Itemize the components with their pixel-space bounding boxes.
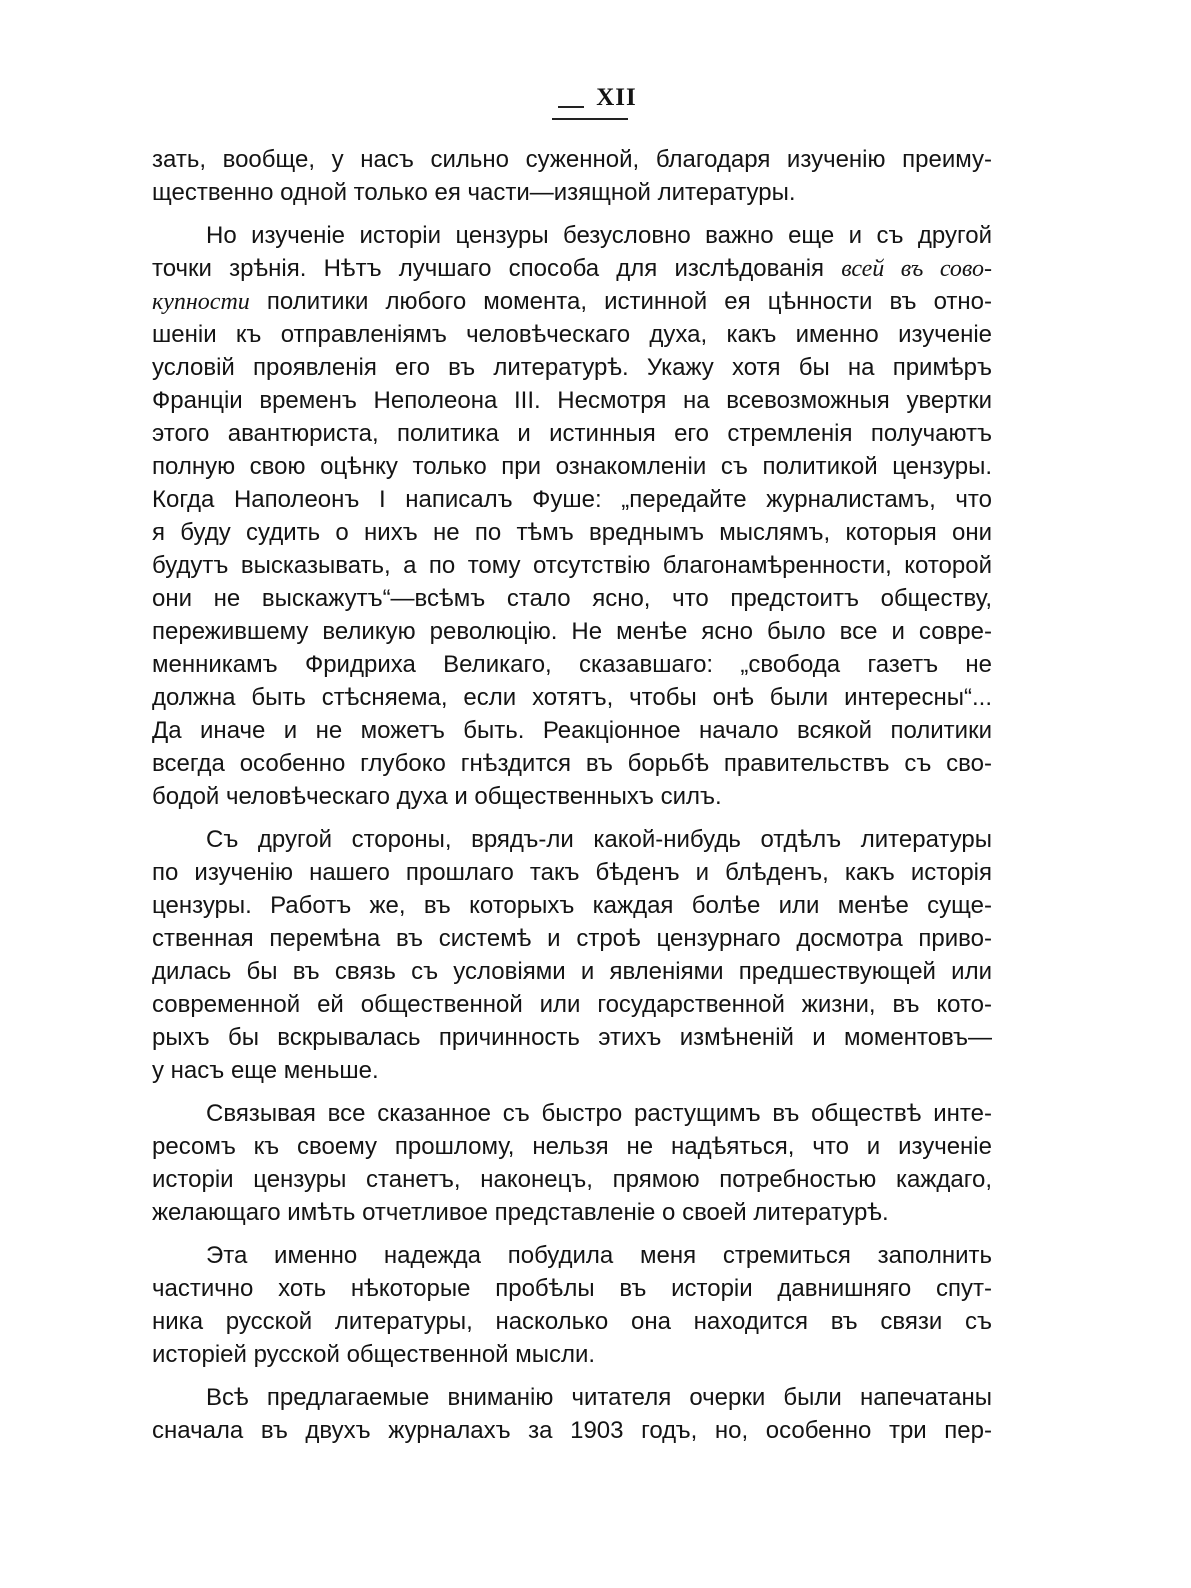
text-line: Когда Наполеонъ I написалъ Фуше: „передайте журналистамъ, что (152, 486, 992, 513)
text-line: по изученію нашего прошлаго такъ бѣденъ и блѣденъ, какъ исторія (152, 859, 992, 886)
text-line: щественно одной только ея части—изящной литературы. (152, 179, 796, 206)
page-number: XII (596, 84, 637, 111)
text-line: Но изученіе исторіи цензуры безусловно важно еще и съ другой (206, 222, 992, 249)
text-line: будутъ высказывать, а по тому отсутствію благонамѣренности, которой (152, 552, 992, 579)
text-line: цензуры. Работъ же, въ которыхъ каждая болѣе или менѣе суще- (152, 892, 992, 919)
paragraph (152, 143, 992, 209)
text-line: пережившему великую революцію. Не менѣе ясно было все и совре- (152, 618, 992, 645)
text-line: этого авантюриста, политика и истинныя его стремленія получаютъ (152, 420, 992, 447)
text-line: всегда особенно глубоко гнѣздится въ борьбѣ правительствъ съ сво- (152, 750, 992, 777)
header-dash-left (558, 106, 584, 108)
text-line (152, 252, 992, 285)
page-header (0, 84, 1191, 112)
text-line: частично хоть нѣкоторые пробѣлы въ исторіи давнишняго спут- (152, 1275, 992, 1302)
italic-text: купности (152, 289, 250, 315)
text-line: современной ей общественной или государственной жизни, въ кото- (152, 991, 992, 1018)
text-line: Съ другой стороны, врядъ-ли какой-нибудь отдѣлъ литературы (206, 826, 992, 853)
text-line: менникамъ Фридриха Великаго, сказавшаго: „свобода газетъ не (152, 651, 992, 678)
text-line: шеніи къ отправленіямъ человѣческаго духа, какъ именно изученіе (152, 321, 992, 348)
text-line: рыхъ бы вскрывалась причинность этихъ измѣненій и моментовъ— (152, 1024, 992, 1051)
text-line: они не выскажутъ“—всѣмъ стало ясно, что предстоитъ обществу, (152, 585, 992, 612)
text-line: желающаго имѣть отчетливое представленіе о своей литературѣ. (152, 1199, 889, 1226)
text-line: Связывая все сказанное съ быстро растущимъ въ обществѣ инте- (206, 1100, 992, 1127)
text-line: исторіи цензуры станетъ, наконецъ, прямою потребностью каждаго, (152, 1166, 992, 1193)
text-segment: точки зрѣнія. Нѣтъ лучшаго способа для изслѣдованія (152, 255, 842, 282)
italic-text: всей въ сово- (841, 256, 992, 282)
text-line: дилась бы въ связь съ условіями и явленіями предшествующей или (152, 958, 992, 985)
text-line: Франціи временъ Неполеона III. Несмотря на всевозможныя увертки (152, 387, 992, 414)
text-line: Эта именно надежда побудила меня стремиться заполнить (206, 1242, 992, 1269)
text-line: ственная перемѣна въ системѣ и строѣ цензурнаго досмотра приво- (152, 925, 992, 952)
text-line: полную свою оцѣнку только при ознакомленіи съ политикой цензуры. (152, 453, 992, 480)
text-segment: политики любого момента, истинной ея цѣнности въ отно- (249, 288, 992, 315)
paragraph (152, 1381, 992, 1447)
text-line: сначала въ двухъ журналахъ за 1903 годъ, но, особенно три пер- (152, 1417, 992, 1444)
text-line: зать, вообще, у насъ сильно суженной, благодаря изученію преиму- (152, 146, 992, 173)
paragraph (152, 219, 992, 813)
text-line: бодой человѣческаго духа и общественныхъ силъ. (152, 783, 722, 810)
text-line: условій проявленія его въ литературѣ. Укажу хотя бы на примѣръ (152, 354, 992, 381)
text-line: у насъ еще меньше. (152, 1057, 379, 1084)
text-line: Всѣ предлагаемые вниманію читателя очерки были напечатаны (206, 1384, 992, 1411)
text-line: исторіей русской общественной мысли. (152, 1341, 596, 1368)
body-text (152, 143, 992, 1457)
text-line: ника русской литературы, насколько она находится въ связи съ (152, 1308, 992, 1335)
text-line: ресомъ къ своему прошлому, нельзя не надѣяться, что и изученіе (152, 1133, 992, 1160)
header-rule (552, 118, 628, 120)
text-line: Да иначе и не можетъ быть. Реакціонное начало всякой политики (152, 717, 992, 744)
paragraph (152, 823, 992, 1087)
text-line: должна быть стѣсняема, если хотятъ, чтобы онѣ были интересны“... (152, 684, 992, 711)
paragraph (152, 1097, 992, 1229)
text-line: я буду судить о нихъ не по тѣмъ вреднымъ мыслямъ, которыя они (152, 519, 992, 546)
text-line (152, 285, 992, 318)
paragraph (152, 1239, 992, 1371)
